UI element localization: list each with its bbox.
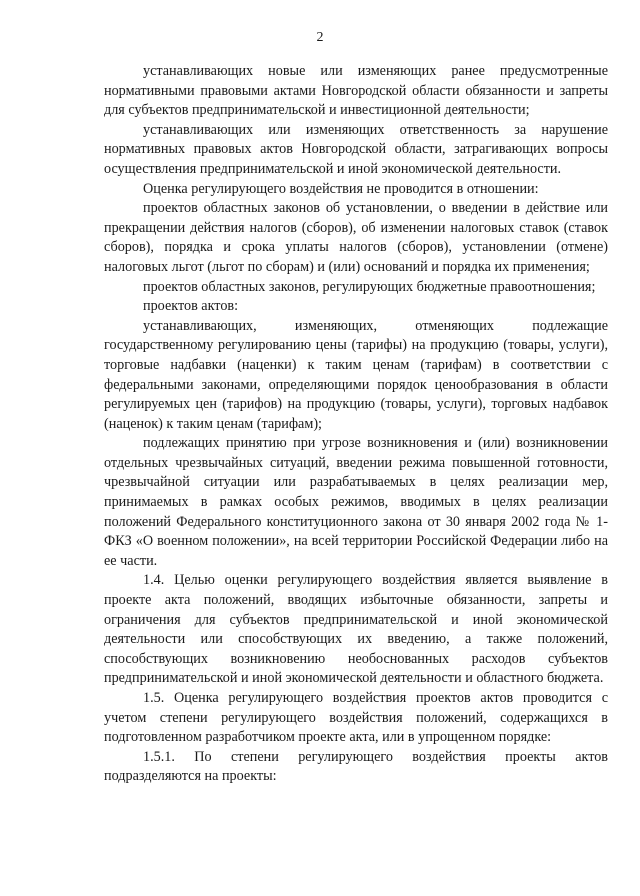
paragraph-obligations: устанавливающих новые или изменяющих ранее предусмотренные нормативными правовыми актами Новгородской области обязанности и запреты для субъектов предпринимательской и инвестиционной деятельности;: [104, 63, 608, 119]
paragraph-section-1-4: 1.4. Целью оценки регулирующего воздействия является выявление в проекте акта положений, вводящих избыточные обязанности, запреты и ограничения для субъектов предпринимательской и иной экономической деятельности или способствующих их введению, а также положений, способствующих возникновению необоснованных расходов субъектов предпринимательской и иной экономической деятельности и областного бюджета.: [104, 572, 608, 687]
paragraph-emergencies: подлежащих принятию при угрозе возникновения и (или) возникновении отдельных чрезвычайных ситуаций, введении режима повышенной готовности, чрезвычайной ситуации или разрабатываемых в целях реализации мер, принимаемых в рамках особых режимов, вводимых в целях реализации положений Федерального конституционного закона от 30 января 2002 года № 1-ФКЗ «О военном положении», на всей территории Российской Федерации либо на ее части.: [104, 435, 608, 569]
paragraph-acts-intro: проектов актов:: [143, 298, 239, 315]
document-body: [104, 62, 608, 787]
paragraph-budget-laws: проектов областных законов, регулирующих бюджетные правоотношения;: [143, 278, 596, 295]
paragraph-tariffs: устанавливающих, изменяющих, отменяющих подлежащие государственному регулированию цены (тарифы) на продукцию (товары, услуги), торговые надбавки (наценки) к таким ценам (тарифам) в соответствии с федеральными законами, определяющими порядок ценообразования в области регулируемых цен (тарифов) на продукцию (товары, услуги), торговых надбавок (наценок) к таким ценам (тарифам);: [104, 317, 608, 432]
paragraph-exemptions-intro: Оценка регулирующего воздействия не проводится в отношении:: [143, 180, 539, 197]
paragraph-tax-laws: проектов областных законов об установлении, о введении в действие или прекращении действия налогов (сборов), об изменении налоговых ставок (ставок сборов), порядка и срока уплаты налогов (сборов), установлении (отмене) налоговых льгот (льгот по сборам) и (или) оснований и порядка их применения;: [104, 200, 608, 275]
paragraph-section-1-5-1: 1.5.1. По степени регулирующего воздействия проекты актов подразделяются на проекты:: [104, 748, 608, 785]
page-number: 2: [316, 30, 324, 45]
paragraph-section-1-5: 1.5. Оценка регулирующего воздействия проектов актов проводится с учетом степени регулирующего воздействия положений, содержащихся в подготовленном разработчиком проекте акта, или в упрощенном порядке:: [104, 690, 608, 746]
paragraph-liability: устанавливающих или изменяющих ответственность за нарушение нормативных правовых актов Новгородской области, затрагивающих вопросы осуществления предпринимательской и иной экономической деятельности.: [104, 121, 608, 177]
